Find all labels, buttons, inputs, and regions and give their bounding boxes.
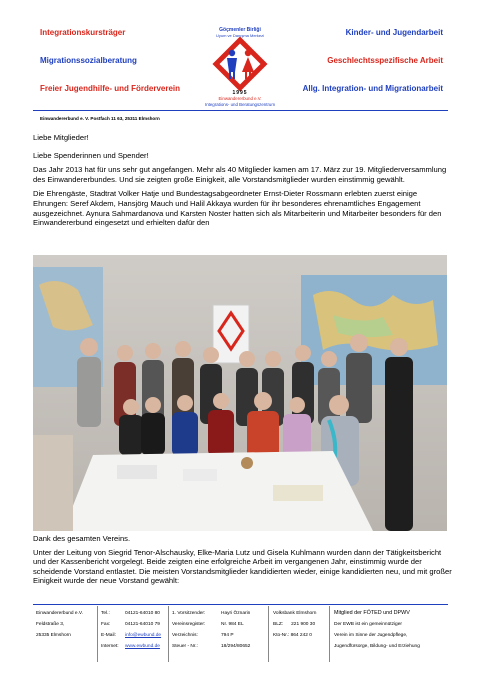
- footer-internet-label: Internet:: [101, 644, 119, 649]
- letter-body-top: [33, 133, 453, 231]
- footer-tel: 04121-64010 80: [125, 611, 160, 616]
- footer-email-link[interactable]: info@ewbund.de: [125, 633, 162, 638]
- paragraph-1: Das Jahr 2013 hat für uns sehr gut angefangen. Mehr als 40 Mitglieder kamen am 17. März zur 19. Mitgliederversammlung des Einwandererbundes. Und sie zeigten große Einigkeit, alle Vorstandsmitglieder wurden einstimmig gewählt.: [33, 165, 447, 184]
- footer-fax: 04121-64010 79: [125, 622, 160, 627]
- footer-city: 25335 Elmshorn: [36, 633, 71, 638]
- footer-registry-values: [221, 608, 250, 652]
- footer-bank-code: BLZ: 221 900 30: [273, 622, 316, 627]
- footer-separator: [97, 606, 98, 662]
- footer-bank: [273, 608, 316, 641]
- footer-separator: [168, 606, 169, 662]
- footer-membership-line: Mitglied der FÖTED und DPWV: [334, 610, 410, 616]
- footer-account-number: Kto-Nr.: 864 242 0: [273, 633, 312, 638]
- svg-text:Integrations- und Beratungszen: Integrations- und Beratungszentrum: [204, 102, 276, 107]
- footer-website-link[interactable]: www.ewbund.de: [125, 644, 160, 649]
- footer-charity-line-1: Der EWB ist ein gemeinnütziger: [334, 622, 402, 627]
- paragraph-2: Die Ehrengäste, Stadtrat Volker Hatje und Bundestagsabgeordneter Ernst-Dieter Rossmann erlebten zuerst einige Ehrungen: Seref Akdem, Hansjörg Mauch und Halil Akkaya wurden für ihr besonderes ehrenamtliches Engagement ausgezeichnet. Aynura Sahmardanova und Karsten Noster hatten sich als Mitarbeiterin und Mitarbeiter besonders für den Einwandererbund eingesetzt und erhielten dafür den: [33, 189, 442, 228]
- footer-org-name: Einwandererbund e.V.: [36, 611, 84, 616]
- footer-tel-label: Tel.:: [101, 611, 110, 616]
- svg-text:Einwandererbund e.V.: Einwandererbund e.V.: [218, 96, 262, 101]
- svg-text:Göçmenler Birliği: Göçmenler Birliği: [219, 27, 261, 33]
- footer-email-label: E-Mail:: [101, 633, 116, 638]
- group-photo: [33, 255, 447, 531]
- paragraph-3: Dank des gesamten Vereins.: [33, 534, 131, 543]
- footer-register-label: Vereinsregister:: [172, 622, 206, 627]
- paragraph-4: Unter der Leitung von Siegrid Tenor-Alschausky, Elke-Maria Lutz und Gisela Kuhlmann wurden dann der Tätigkeitsbericht und der Kassenbericht vorgelegt. Beide zeigten eine erfolgreiche Arbeit im vergangenen Jahr, einstimmig wurde der scheidende Vorstand entlastet. Die meisten Vorstandsmitglieder kandidierten wieder, einige kandidierten neu, und mit großer Einigkeit wurde der neue Vorstand gewählt:: [33, 547, 452, 586]
- footer-chair-name: Hayri Öznarin: [221, 611, 251, 616]
- header-right-1: Kinder- und Jugendarbeit: [345, 28, 443, 37]
- footer-bank-name: Volksbank Elmshorn: [273, 611, 317, 616]
- footer-tax-number: 18/294/80652: [221, 644, 251, 649]
- footer-rule: [33, 604, 448, 605]
- svg-text:Uyum ve Danışma Merkezi: Uyum ve Danışma Merkezi: [215, 33, 265, 38]
- header-left-2: Migrationssozialberatung: [40, 56, 137, 65]
- footer-contact-labels: [101, 608, 119, 652]
- footer-directory-number: 794 P: [221, 633, 234, 638]
- header-right-3: Allg. Integration- und Migrationarbeit: [302, 84, 443, 93]
- salutation-donors: Liebe Spenderinnen und Spender!: [33, 150, 149, 160]
- footer-contact-values: [125, 608, 161, 652]
- footer-separator: [268, 606, 269, 662]
- footer-tax-label: Steuer - Nr.:: [172, 644, 198, 649]
- header-left-1: Integrationskursträger: [40, 28, 126, 37]
- footer-directory-label: Verzeichnis:: [172, 633, 198, 638]
- footer-registry-labels: [172, 608, 205, 652]
- sender-address-line: Einwandererbund e. V. Postfach 11 63, 25311 Elmshorn: [40, 116, 160, 121]
- header-right-2: Geschlechtsspezifische Arbeit: [327, 56, 443, 65]
- footer-chair-label: 1. Vorsitzender:: [172, 611, 206, 616]
- footer-fax-label: Fax:: [101, 622, 111, 627]
- letter-body-bottom: [33, 534, 453, 589]
- footer-charity-line-3: Jugendfürsorge, Bildung- und Erziehung: [334, 644, 420, 649]
- svg-text:1995: 1995: [232, 90, 248, 96]
- footer-charity-line-2: Verein im Sinne der Jugendpflege,: [334, 633, 408, 638]
- footer-membership: [334, 608, 420, 652]
- header-rule: [33, 110, 448, 111]
- organization-logo: [190, 24, 290, 108]
- footer-address: [36, 608, 83, 641]
- salutation-members: Liebe Mitglieder!: [33, 133, 89, 142]
- header-left-3: Freier Jugendhilfe- und Förderverein: [40, 84, 181, 93]
- footer-separator: [329, 606, 330, 662]
- footer-register-number: Nr. 984 EL: [221, 622, 244, 627]
- footer-street: Feldstraße 3,: [36, 622, 65, 627]
